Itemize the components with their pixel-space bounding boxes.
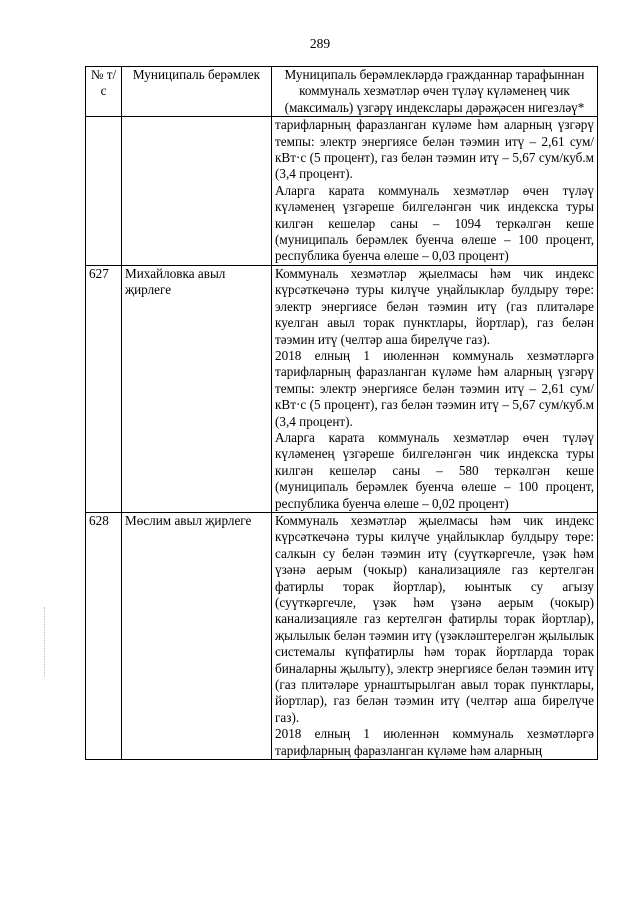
description-paragraph: Коммуналь хезмәтләр җыелмасы һәм чик индекс күрсәткечәнә туры килүче уңайлыклар булдыру төре: электр энергиясе белән тәэмин итү (газ плитәләре куелган авыл торак пунктлары, йортлар), газ белән тәэмин итү (челтәр аша бирелүче газ). [275, 265, 594, 347]
row-num: 627 [86, 265, 122, 512]
description-paragraph: Аларга карата коммуналь хезмәтләр өчен түләү күләменең үзгәреше билгеләнгән чик индекска туры килгән кешеләр саны – 1094 теркәлгән кеше (муниципаль берәмлек буенча өлеше – 100 процент, республика буенча өлеше – 0,03 процент) [275, 182, 594, 264]
row-num [86, 117, 122, 266]
row-description [272, 512, 598, 759]
row-municipality: Михайловка авыл җирлеге [122, 265, 272, 512]
description-paragraph: Коммуналь хезмәтләр җыелмасы һәм чик индекс күрсәткечәнә туры килүче уңайлыклар булдыру төре: салкын су белән тәэмин итү (суүткәргечле, үзәк һәм үзәнә аерым (чокыр) канализацияле газ кертелгән фатирлы торак йортлар), юынтык су агызу (суүткәргечле, үзәк һәм үзәнә аерым (чокыр) канализацияле газ кертелгән фатирлы торак йортлар), җылылык белән тәэмин итү (үзәкләштерелгән җылылык системалы күпфатирлы һәм торак йортларда торак биналарны җылыту), электр энергиясе белән тәэмин итү (газ плитәләре урнаштырылган авыл торак пунктлары, йортлар), газ белән тәэмин итү (челтәр аша бирелүче газ). [275, 512, 594, 725]
table-row [86, 117, 598, 266]
description-paragraph: 2018 елның 1 июленнән коммуналь хезмәтләргә тарифларның фаразланган күләме һәм аларның [275, 726, 594, 758]
margin-mark [44, 607, 46, 677]
row-num: 628 [86, 512, 122, 759]
header-municipality: Муниципаль берәмлек [122, 67, 272, 117]
row-municipality: Мөслим авыл җирлеге [122, 512, 272, 759]
table-row [86, 512, 598, 759]
header-description: Муниципаль берәмлекләрдә гражданнар тарафыннан коммуналь хезмәтләр өчен түләү күләменең чик (максималь) үзгәрү индекслары дәрәҗәсен нигезләү* [272, 67, 598, 117]
page-number: 289 [309, 36, 331, 51]
row-description [272, 265, 598, 512]
municipal-table [85, 66, 598, 760]
row-description [272, 117, 598, 266]
table-header-row [86, 67, 598, 117]
description-paragraph: 2018 елның 1 июленнән коммуналь хезмәтләргә тарифларның фаразланган күләме һәм аларның үзгәрү темпы: электр энергиясе белән тәэмин итү – 2,61 сум/кВт·с (5 процент), газ белән тәэмин итү – 5,67 сум/куб.м (3,4 процент). [275, 347, 594, 429]
header-num: № т/с [86, 67, 122, 117]
description-paragraph: тарифларның фаразланган күләме һәм аларның үзгәрү темпы: электр энергиясе белән тәэмин итү – 2,61 сум/кВт·с (5 процент), газ белән тәэмин итү – 5,67 сум/куб.м (3,4 процент). [275, 117, 594, 182]
row-municipality [122, 117, 272, 266]
table-row [86, 265, 598, 512]
description-paragraph: Аларга карата коммуналь хезмәтләр өчен түләү күләменең үзгәреше билгеләнгән чик индекска туры килгән кешеләр саны – 580 теркәлгән кеше (муниципаль берәмлек буенча өлеше – 100 процент, республика буенча өлеше – 0,02 процент) [275, 429, 594, 511]
